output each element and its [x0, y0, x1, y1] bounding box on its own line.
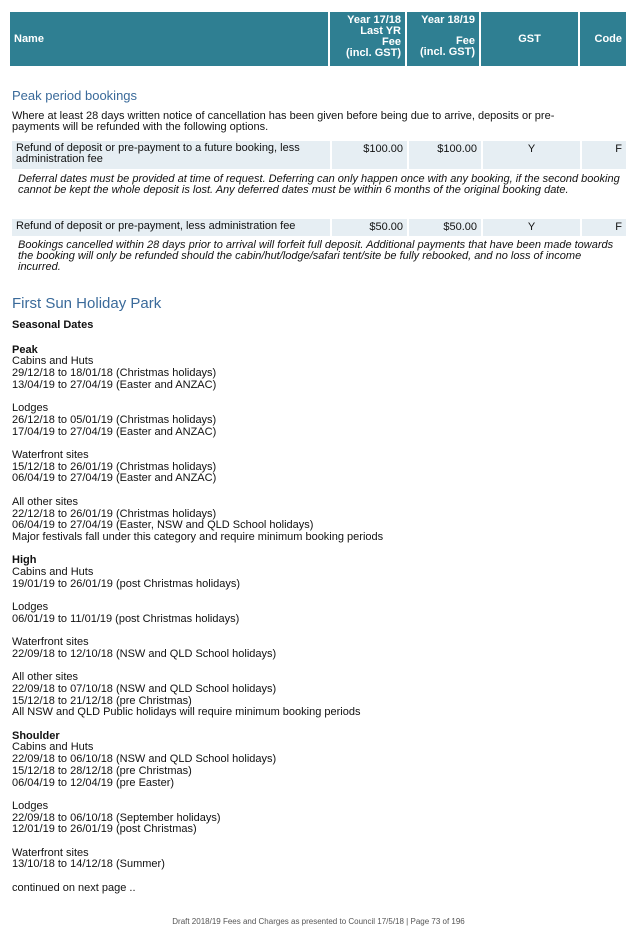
row-gst: Y	[483, 141, 580, 169]
row-name: Refund of deposit or pre-payment to a future booking, less administration fee	[12, 141, 330, 169]
season-block	[12, 848, 612, 871]
block-line: Waterfront sites	[12, 449, 89, 461]
row-year1-fee: $100.00	[332, 141, 407, 169]
header-year2-line: (incl. GST)	[420, 46, 475, 58]
block-line: 06/04/19 to 12/04/19 (pre Easter)	[12, 776, 175, 789]
header-year1-line: (incl. GST)	[346, 47, 401, 59]
block-line: All other sites	[12, 495, 79, 508]
row-year1-fee: $50.00	[332, 219, 407, 236]
seasonal-dates-heading: Seasonal Dates	[12, 319, 94, 331]
block-line: Major festivals fall under this category and require minimum booking periods	[12, 530, 384, 543]
season-block	[12, 801, 612, 836]
section-title-park: First Sun Holiday Park	[12, 295, 162, 312]
block-line: 15/12/18 to 28/12/18 (pre Christmas)	[12, 764, 192, 777]
block-line: Lodges	[12, 601, 49, 614]
header-gst: GST	[481, 12, 578, 66]
block-line: Lodges	[12, 799, 49, 812]
season-block	[12, 356, 612, 391]
header-year2	[407, 12, 479, 66]
block-line: 26/12/18 to 05/01/19 (Christmas holidays)	[12, 413, 217, 426]
table-header	[10, 12, 626, 66]
row-gst: Y	[483, 219, 580, 236]
block-line: 22/12/18 to 26/01/19 (Christmas holidays)	[12, 507, 217, 520]
seasonal-dates	[12, 320, 612, 895]
row-name: Refund of deposit or pre-payment, less administration fee	[12, 219, 330, 236]
page-footer: Draft 2018/19 Fees and Charges as presented to Council 17/5/18 | Page 73 of 196	[172, 917, 465, 926]
season-block	[12, 672, 612, 719]
block-line: 17/04/19 to 27/04/19 (Easter and ANZAC)	[12, 425, 217, 438]
header-name: Name	[10, 12, 328, 66]
block-line: Waterfront sites	[12, 636, 89, 649]
block-line: 15/12/18 to 26/01/19 (Christmas holidays)	[12, 460, 217, 473]
block-line: 06/01/19 to 11/01/19 (post Christmas holidays)	[12, 612, 240, 625]
row-code: F	[582, 141, 626, 169]
block-line: 22/09/18 to 06/10/18 (NSW and QLD School holidays)	[12, 753, 277, 766]
block-line: 22/09/18 to 06/10/18 (September holidays)	[12, 811, 221, 824]
header-year1	[330, 12, 405, 66]
season-block	[12, 567, 612, 590]
row-year2-fee: $50.00	[409, 219, 481, 236]
block-line: Cabins and Huts	[12, 741, 94, 754]
block-line: All NSW and QLD Public holidays will require minimum booking periods	[12, 706, 361, 719]
header-year2-line: Year 18/19	[421, 14, 475, 26]
season-block	[12, 403, 612, 438]
season-block	[12, 602, 612, 625]
block-line: 13/04/19 to 27/04/19 (Easter and ANZAC)	[12, 378, 217, 391]
block-line: 13/10/18 to 14/12/18 (Summer)	[12, 858, 165, 871]
season-title-peak: Peak	[12, 343, 38, 356]
season-block	[12, 742, 612, 789]
row-year2-fee: $100.00	[409, 141, 481, 169]
peak-period-intro: Where at least 28 days written notice of cancellation has been given before being due to arrive, deposits or pre-payments will be refunded with the following options.	[12, 110, 555, 133]
row-note: Bookings cancelled within 28 days prior to arrival will forfeit full deposit. Additional payments that have been made towards the booking will only be refunded should the cabin/hut/lodge/safari tent/site be fully rebooked, and no loss of income incurred.	[18, 239, 614, 273]
table-row	[12, 141, 626, 169]
section-title-peak-period: Peak period bookings	[12, 88, 138, 103]
block-line: Lodges	[12, 402, 49, 415]
season-block	[12, 497, 612, 544]
block-line: 15/12/18 to 21/12/18 (pre Christmas)	[12, 694, 192, 707]
header-year1-line: Fee	[382, 36, 401, 48]
header-year2-line: Fee	[456, 35, 475, 47]
block-line: Cabins and Huts	[12, 566, 94, 578]
block-line: 06/04/19 to 27/04/19 (Easter, NSW and QLD School holidays)	[12, 519, 314, 532]
block-line: 19/01/19 to 26/01/19 (post Christmas holidays)	[12, 577, 241, 590]
header-year1-line: Year 17/18	[347, 14, 401, 26]
block-line: Waterfront sites	[12, 846, 89, 859]
season-title-shoulder: Shoulder	[12, 729, 60, 742]
season-block	[12, 637, 612, 660]
block-line: 29/12/18 to 18/01/18 (Christmas holidays)	[12, 367, 217, 380]
season-title-high: High	[12, 554, 37, 567]
block-line: 06/04/19 to 27/04/19 (Easter and ANZAC)	[12, 472, 217, 485]
block-line: 12/01/19 to 26/01/19 (post Christmas)	[12, 823, 197, 836]
block-line: Cabins and Huts	[12, 355, 94, 368]
block-line: 22/09/18 to 12/10/18 (NSW and QLD School holidays)	[12, 647, 277, 660]
continued-note: continued on next page ..	[12, 881, 136, 894]
row-note: Deferral dates must be provided at time of request. Deferring can only happen once with any booking, if the second booking cannot be kept the whole deposit is lost. Any deferred dates must be within 6 months of the original booking date.	[18, 173, 620, 196]
table-row	[12, 219, 626, 236]
block-line: All other sites	[12, 671, 79, 684]
block-line: 22/09/18 to 07/10/18 (NSW and QLD School holidays)	[12, 682, 277, 695]
row-code: F	[582, 219, 626, 236]
season-block	[12, 450, 612, 485]
header-year1-line: Last YR	[360, 25, 401, 37]
header-code: Code	[580, 12, 626, 66]
